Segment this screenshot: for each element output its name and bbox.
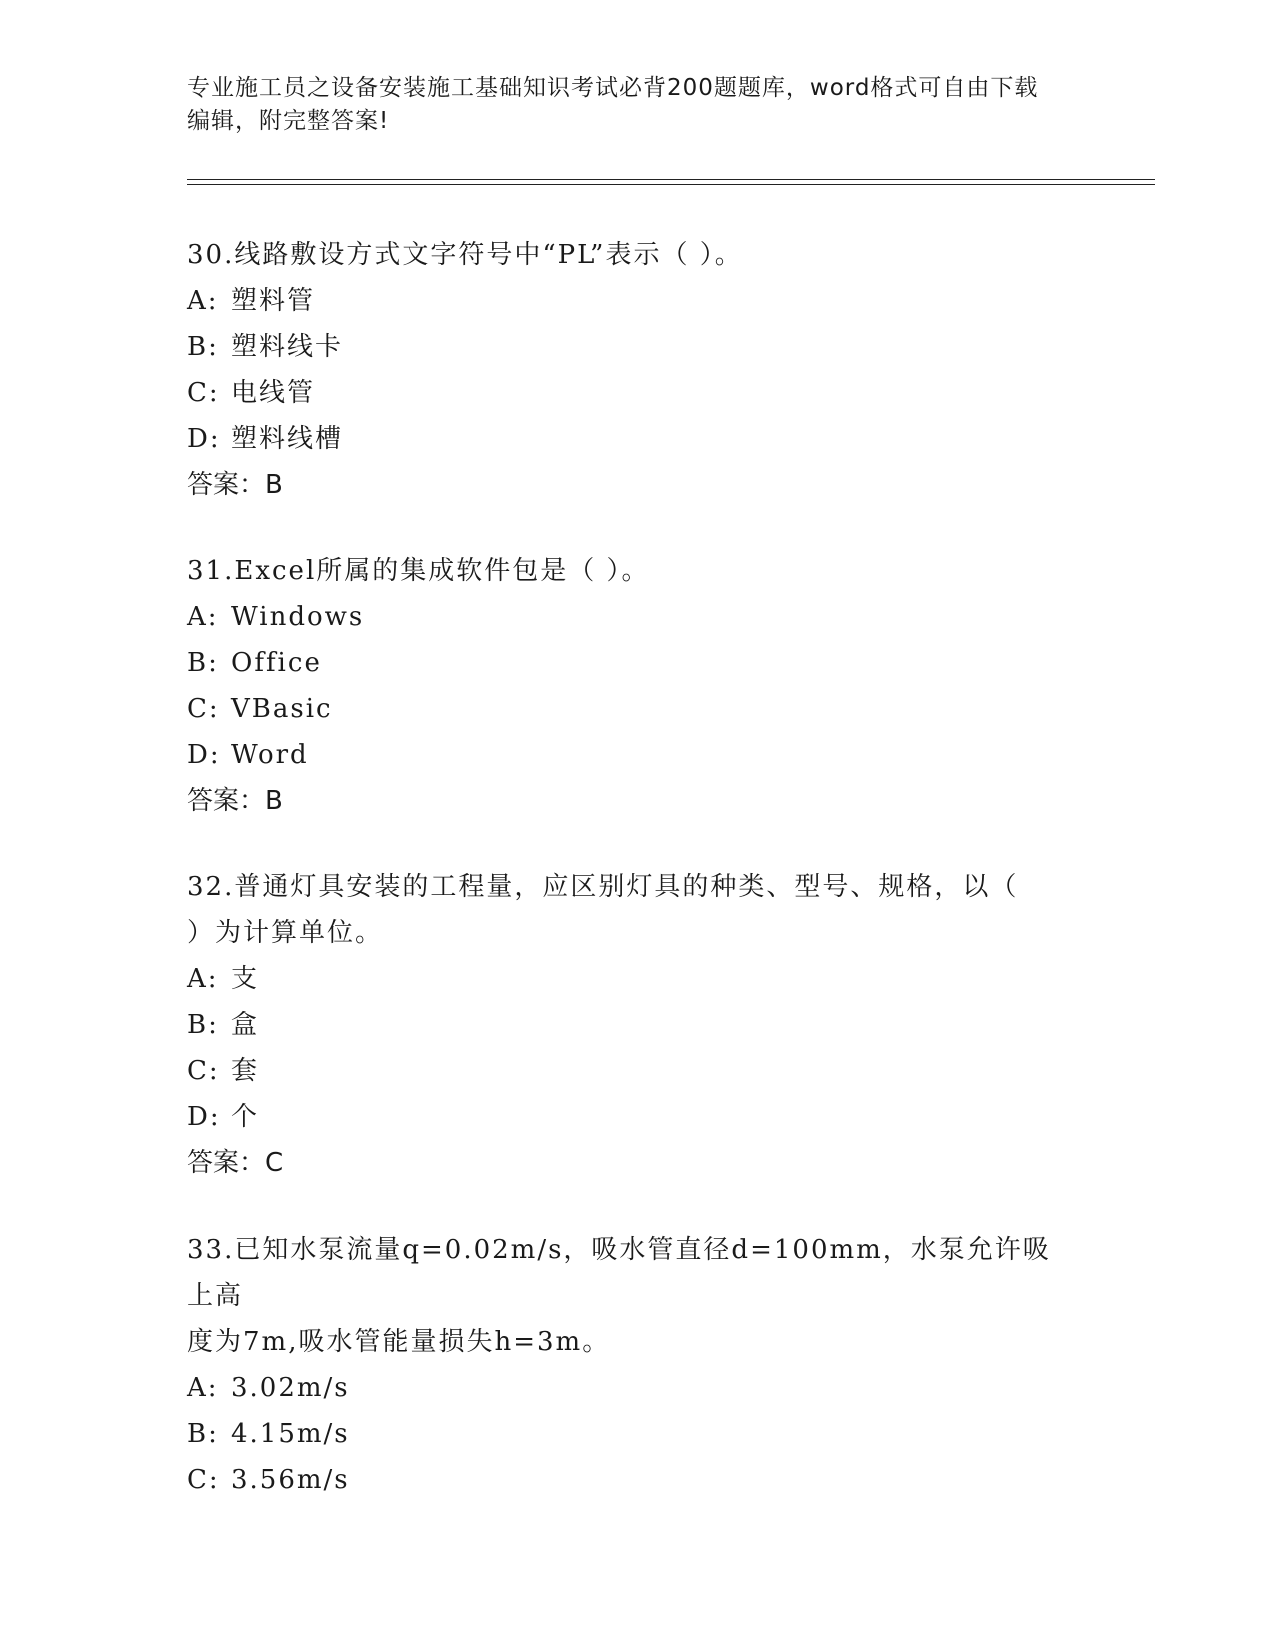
- option-letter: D:: [187, 740, 221, 770]
- option-b: [187, 640, 1067, 686]
- option-letter: C:: [187, 378, 220, 408]
- question-stem-line-1: 33.已知水泵流量q=0.02m/s，吸水管直径d=100mm，水泵允许吸上高: [187, 1235, 1051, 1311]
- option-letter: B:: [187, 332, 219, 362]
- option-a: [187, 956, 1067, 1002]
- question-stem: 30.线路敷设方式文字符号中“PL”表示（ ）。: [187, 240, 743, 270]
- option-text: 3.02m/s: [231, 1373, 350, 1403]
- option-text: 个: [231, 1102, 260, 1132]
- option-text: 4.15m/s: [231, 1419, 350, 1449]
- question-stem: 31.Excel所属的集成软件包是（ ）。: [187, 556, 650, 586]
- option-letter: B:: [187, 1010, 219, 1040]
- answer-line: 答案：C: [187, 1148, 284, 1178]
- option-b: [187, 1411, 1067, 1457]
- option-b: [187, 324, 1067, 370]
- option-text: 支: [231, 964, 260, 994]
- option-letter: A:: [187, 602, 219, 632]
- header-divider-top: [187, 179, 1155, 180]
- option-d: [187, 1094, 1067, 1140]
- option-text: 塑料线卡: [231, 332, 344, 362]
- option-c: [187, 1457, 1067, 1503]
- option-c: [187, 1048, 1067, 1094]
- header-line-2: 编辑，附完整答案!: [187, 108, 390, 134]
- question-33: [187, 1227, 1067, 1503]
- answer-line: 答案：B: [187, 786, 283, 816]
- option-letter: C:: [187, 694, 220, 724]
- option-text: Office: [231, 648, 322, 678]
- header-line-1: 专业施工员之设备安装施工基础知识考试必背200题题库，word格式可自由下载: [187, 75, 1039, 101]
- option-text: 套: [231, 1056, 260, 1086]
- question-32: [187, 864, 1067, 1186]
- option-letter: B:: [187, 648, 219, 678]
- option-text: 塑料线槽: [231, 424, 344, 454]
- option-a: [187, 1365, 1067, 1411]
- option-letter: A:: [187, 1373, 219, 1403]
- header-divider-bottom: [187, 184, 1155, 185]
- option-text: Word: [231, 740, 309, 770]
- option-a: [187, 278, 1067, 324]
- option-d: [187, 416, 1067, 462]
- option-b: [187, 1002, 1067, 1048]
- option-letter: A:: [187, 286, 219, 316]
- question-stem-line-2: ）为计算单位。: [187, 918, 384, 948]
- option-d: [187, 732, 1067, 778]
- question-stem-line-1: 32.普通灯具安装的工程量，应区别灯具的种类、型号、规格，以（: [187, 872, 1019, 902]
- option-c: [187, 370, 1067, 416]
- option-letter: D:: [187, 424, 221, 454]
- answer-line: 答案：B: [187, 470, 283, 500]
- option-letter: C:: [187, 1056, 220, 1086]
- option-letter: C:: [187, 1465, 220, 1495]
- question-stem-line-2: 度为7m,吸水管能量损失h=3m。: [187, 1327, 611, 1357]
- option-c: [187, 686, 1067, 732]
- question-31: [187, 548, 1067, 824]
- document-header: [187, 72, 1087, 138]
- option-text: 盒: [231, 1010, 260, 1040]
- option-text: 塑料管: [231, 286, 316, 316]
- option-text: 电线管: [231, 378, 316, 408]
- option-text: 3.56m/s: [231, 1465, 350, 1495]
- question-30: [187, 232, 1067, 508]
- option-text: Windows: [231, 602, 365, 632]
- option-letter: B:: [187, 1419, 219, 1449]
- option-text: VBasic: [231, 694, 333, 724]
- option-letter: D:: [187, 1102, 221, 1132]
- option-a: [187, 594, 1067, 640]
- option-letter: A:: [187, 964, 219, 994]
